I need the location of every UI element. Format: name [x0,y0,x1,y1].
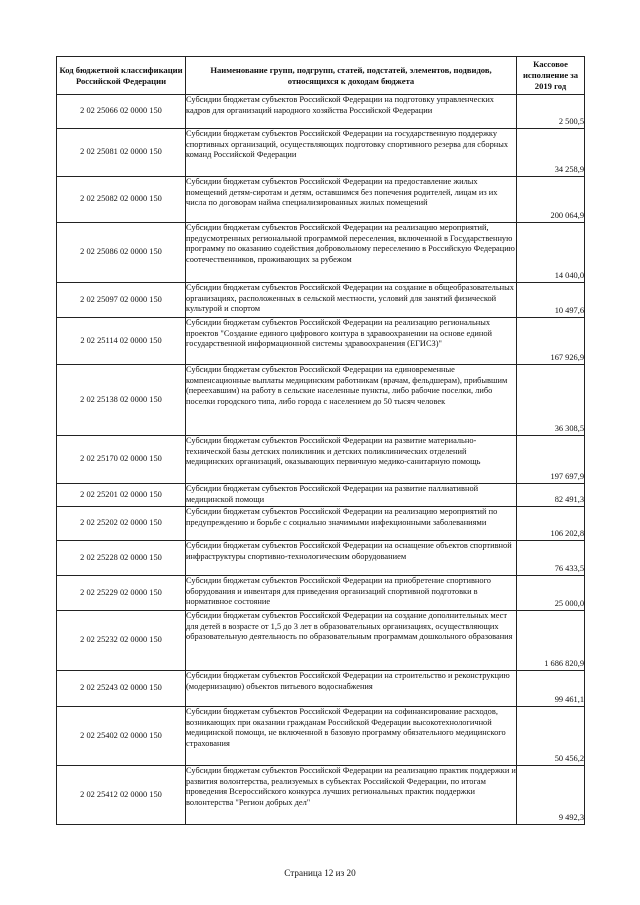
row-name: Субсидии бюджетам субъектов Российской Федерации на реализацию мероприятий, предусмотренных региональной программой переселения, включенной в Государственную программу по оказанию содействия добровольному переселению в Российскую Федерацию соотечественников, проживающих за рубежом [186,223,517,283]
row-amount: 10 497,6 [517,283,585,318]
row-amount: 50 456,2 [517,707,585,766]
row-amount: 197 697,9 [517,436,585,484]
table-header-row [57,57,585,95]
row-amount: 106 202,8 [517,507,585,541]
row-name: Субсидии бюджетам субъектов Российской Федерации на единовременные компенсационные выплаты медицинским работникам (врачам, фельдшерам), прибывшим (переехавшим) на работу в сельские населенные пункты, либо рабочие поселки, либо поселки городского типа, либо города с населением до 50 тысяч человек [186,365,517,436]
row-code: 2 02 25097 02 0000 150 [57,283,186,318]
row-code: 2 02 25202 02 0000 150 [57,507,186,541]
table-row [57,177,585,223]
row-amount: 25 000,0 [517,576,585,611]
row-name: Субсидии бюджетам субъектов Российской Федерации на развитие паллиативной медицинской помощи [186,484,517,507]
row-name: Субсидии бюджетам субъектов Российской Федерации на приобретение спортивного оборудования и инвентаря для приведения организаций спортивной подготовки в нормативное состояние [186,576,517,611]
row-code: 2 02 25114 02 0000 150 [57,318,186,365]
table-row [57,707,585,766]
table-row [57,766,585,825]
table-row [57,95,585,129]
table-row [57,576,585,611]
table-row [57,484,585,507]
row-amount: 99 461,1 [517,671,585,707]
row-name: Субсидии бюджетам субъектов Российской Федерации на создание дополнительных мест для детей в возрасте от 1,5 до 3 лет в образовательных организациях, осуществляющих образовательную деятельность по образовательным программам дошкольного образования [186,611,517,671]
row-amount: 76 433,5 [517,541,585,576]
row-amount: 200 064,9 [517,177,585,223]
table-row [57,507,585,541]
row-code: 2 02 25086 02 0000 150 [57,223,186,283]
row-name: Субсидии бюджетам субъектов Российской Федерации на государственную поддержку спортивных организаций, осуществляющих подготовку спортивного резерва для сборных команд Российской Федерации [186,129,517,177]
row-code: 2 02 25229 02 0000 150 [57,576,186,611]
row-code: 2 02 25228 02 0000 150 [57,541,186,576]
row-amount: 2 500,5 [517,95,585,129]
table-row [57,129,585,177]
row-amount: 82 491,3 [517,484,585,507]
row-code: 2 02 25066 02 0000 150 [57,95,186,129]
row-amount: 1 686 820,9 [517,611,585,671]
row-name: Субсидии бюджетам субъектов Российской Федерации на подготовку управленческих кадров для организаций народного хозяйства Российской Федерации [186,95,517,129]
row-amount: 9 492,3 [517,766,585,825]
row-name: Субсидии бюджетам субъектов Российской Федерации на создание в общеобразовательных организациях, расположенных в сельской местности, условий для занятий физической культурой и спортом [186,283,517,318]
row-name: Субсидии бюджетам субъектов Российской Федерации на развитие материально-технической базы детских поликлиник и детских поликлинических отделений медицинских организаций, оказывающих первичную медико-санитарную помощь [186,436,517,484]
row-name: Субсидии бюджетам субъектов Российской Федерации на реализацию региональных проектов "Создание единого цифрового контура в здравоохранении на основе единой государственной информационной системы здравоохранения (ЕГИСЗ)" [186,318,517,365]
table-row [57,223,585,283]
row-amount: 167 926,9 [517,318,585,365]
table-row [57,365,585,436]
row-code: 2 02 25082 02 0000 150 [57,177,186,223]
row-code: 2 02 25201 02 0000 150 [57,484,186,507]
row-code: 2 02 25412 02 0000 150 [57,766,186,825]
table-row [57,436,585,484]
table-row [57,283,585,318]
header-name: Наименование групп, подгрупп, статей, подстатей, элементов, подвидов, относящихся к доходам бюджета [186,57,517,95]
table-row [57,671,585,707]
row-name: Субсидии бюджетам субъектов Российской Федерации на предоставление жилых помещений детям-сиротам и детям, оставшимся без попечения родителей, лицам из их числа по договорам найма специализированных жилых помещений [186,177,517,223]
budget-revenue-table [56,56,585,825]
row-code: 2 02 25232 02 0000 150 [57,611,186,671]
header-code: Код бюджетной классификации Российской Федерации [57,57,186,95]
row-amount: 34 258,9 [517,129,585,177]
page-number: Страница 12 из 20 [284,868,356,878]
row-code: 2 02 25170 02 0000 150 [57,436,186,484]
table-row [57,611,585,671]
table-row [57,541,585,576]
row-amount: 36 308,5 [517,365,585,436]
table-row [57,318,585,365]
header-amount: Кассовое исполнение за 2019 год [517,57,585,95]
row-name: Субсидии бюджетам субъектов Российской Федерации на оснащение объектов спортивной инфраструктуры спортивно-технологическим оборудованием [186,541,517,576]
row-code: 2 02 25081 02 0000 150 [57,129,186,177]
row-code: 2 02 25402 02 0000 150 [57,707,186,766]
row-name: Субсидии бюджетам субъектов Российской Федерации на реализацию практик поддержки и развития волонтерства, реализуемых в субъектах Российской Федерации, по итогам проведения Всероссийского конкурса лучших региональных практик поддержки волонтерства "Регион добрых дел" [186,766,517,825]
row-code: 2 02 25243 02 0000 150 [57,671,186,707]
row-code: 2 02 25138 02 0000 150 [57,365,186,436]
row-amount: 14 040,0 [517,223,585,283]
row-name: Субсидии бюджетам субъектов Российской Федерации на софинансирование расходов, возникающих при оказании гражданам Российской Федерации высокотехнологичной медицинской помощи, не включенной в базовую программу обязательного медицинского страхования [186,707,517,766]
row-name: Субсидии бюджетам субъектов Российской Федерации на строительство и реконструкцию (модернизацию) объектов питьевого водоснабжения [186,671,517,707]
row-name: Субсидии бюджетам субъектов Российской Федерации на реализацию мероприятий по предупреждению и борьбе с социально значимыми инфекционными заболеваниями [186,507,517,541]
